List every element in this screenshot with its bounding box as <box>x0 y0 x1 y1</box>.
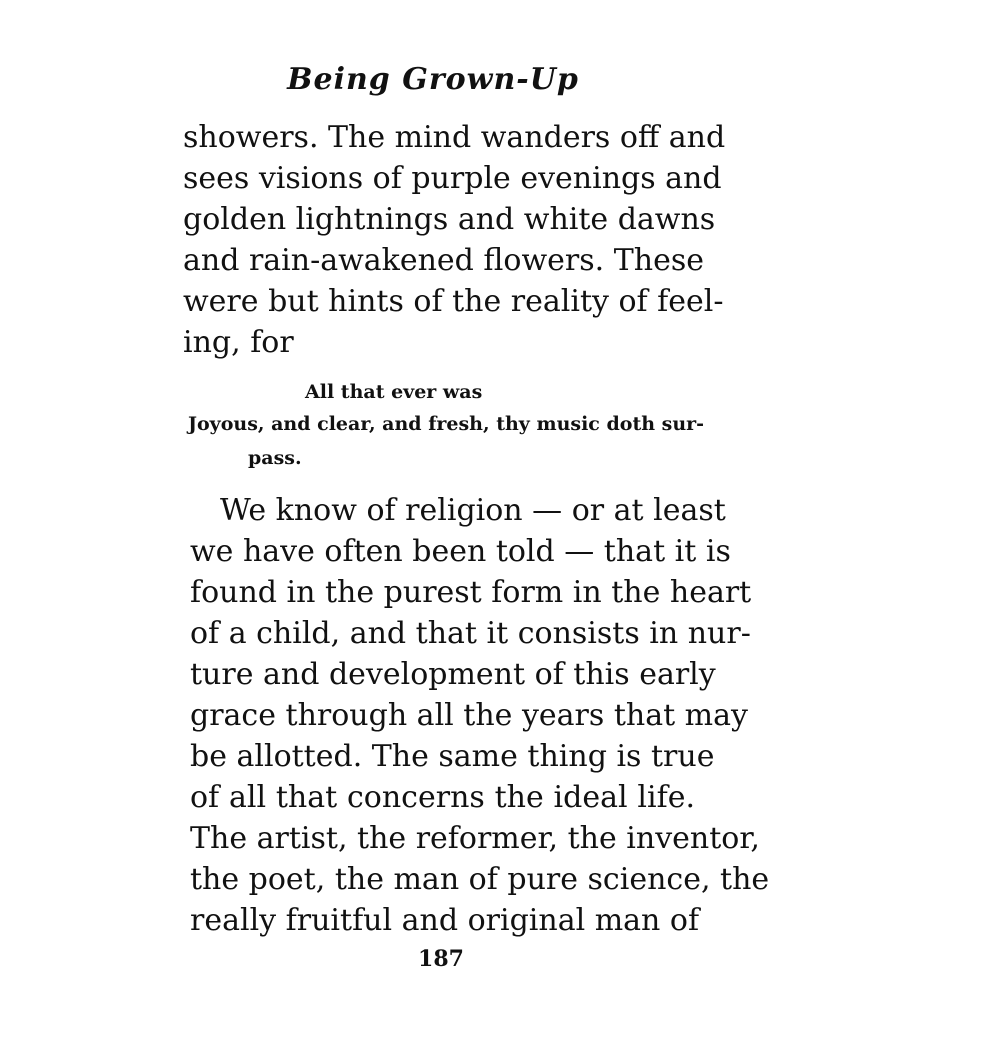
text-line: be allotted. The same thing is true <box>190 739 715 774</box>
verse-line: Joyous, and clear, and fresh, thy music doth sur- <box>188 413 705 435</box>
text-line: sees visions of purple evenings and <box>183 161 722 196</box>
verse-line: All that ever was <box>305 381 483 403</box>
text-line: grace through all the years that may <box>190 698 748 733</box>
text-line: found in the purest form in the heart <box>190 575 752 610</box>
text-line: and rain-awakened flowers. These <box>183 243 704 278</box>
text-line: ture and development of this early <box>190 657 716 692</box>
text-line: We know of religion — or at least <box>220 493 726 528</box>
page-number: 187 <box>418 946 464 972</box>
text-line: of a child, and that it consists in nur- <box>190 616 751 651</box>
text-line: really fruitful and original man of <box>190 903 700 938</box>
text-line: golden lightnings and white dawns <box>183 202 716 237</box>
text-line: we have often been told — that it is <box>190 534 731 569</box>
text-line: The artist, the reformer, the inventor, <box>190 821 760 856</box>
text-line: showers. The mind wanders off and <box>183 120 726 155</box>
text-line: of all that concerns the ideal life. <box>190 780 695 815</box>
text-line: ing, for <box>183 325 294 360</box>
running-head: Being Grown-Up <box>287 62 579 97</box>
text-line: the poet, the man of pure science, the <box>190 862 770 897</box>
verse-line: pass. <box>248 447 302 469</box>
text-line: were but hints of the reality of feel- <box>183 284 724 319</box>
